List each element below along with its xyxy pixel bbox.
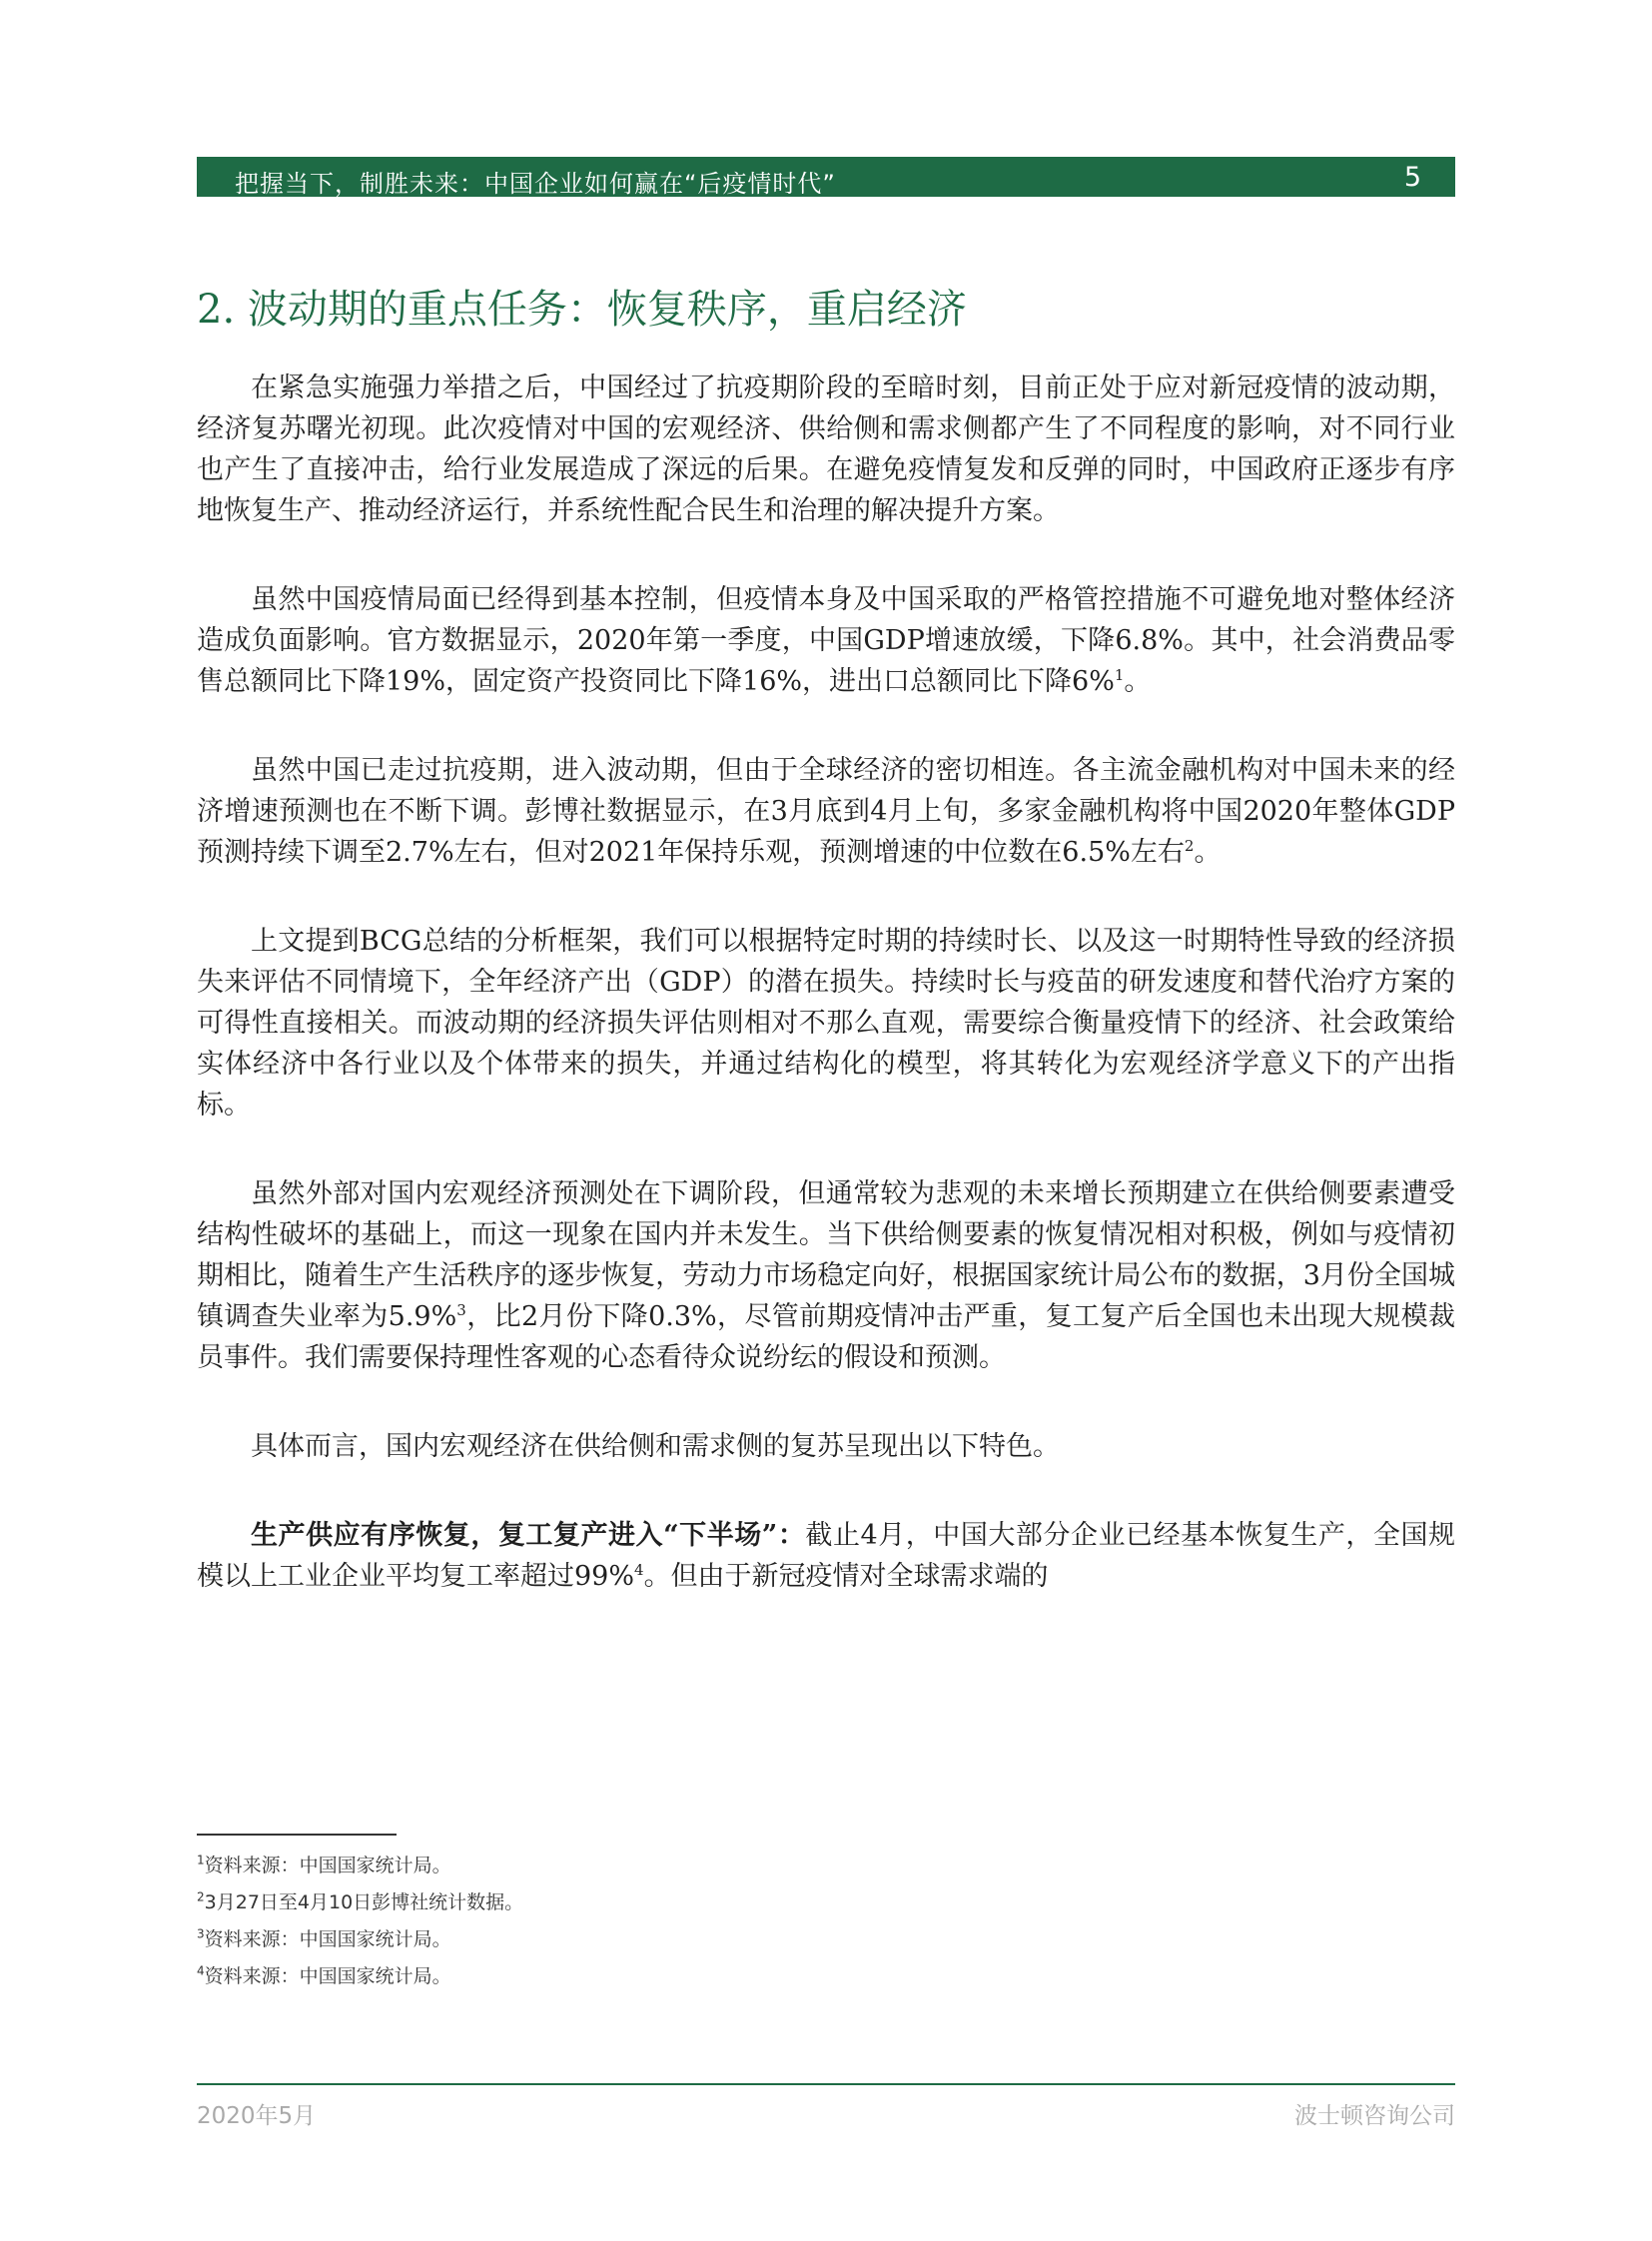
footer-date: 2020年5月 (197, 2103, 317, 2129)
document-title: 把握当下，制胜未来：中国企业如何赢在“后疫情时代” (235, 170, 836, 198)
paragraph-1: 在紧急实施强力举措之后，中国经过了抗疫期阶段的至暗时刻，目前正处于应对新冠疫情的波动期，经济复苏曙光初现。此次疫情对中国的宏观经济、供给侧和需求侧都产生了不同程度的影响，对不同行业也产生了直接冲击，给行业发展造成了深远的后果。在避免疫情复发和反弹的同时，中国政府正逐步有序地恢复生产、推动经济运行，并系统性配合民生和治理的解决提升方案。 (197, 373, 1455, 526)
paragraph-3: 虽然中国已走过抗疫期，进入波动期，但由于全球经济的密切相连。各主流金融机构对中国未来的经济增速预测也在不断下调。彭博社数据显示，在3月底到4月上旬，多家金融机构将中国2020年整体GDP预测持续下调至2.7%左右，但对2021年保持乐观，预测增速的中位数在6.5%左右$^2$。 (197, 755, 1455, 868)
footer-divider (197, 2083, 1455, 2085)
footnote: $^1$资料来源：中国国家统计局。 (197, 1853, 451, 1876)
paragraph-4: 上文提到BCG总结的分析框架，我们可以根据特定时期的持续时长、以及这一时期特性导致的经济损失来评估不同情境下，全年经济产出（GDP）的潜在损失。持续时长与疫苗的研发速度和替代治疗方案的可得性直接相关。而波动期的经济损失评估则相对不那么直观，需要综合衡量疫情下的经济、社会政策给实体经济中各行业以及个体带来的损失，并通过结构化的模型，将其转化为宏观经济学意义下的产出指标。 (197, 926, 1455, 1120)
paragraph-6: 具体而言，国内宏观经济在供给侧和需求侧的复苏呈现出以下特色。 (251, 1431, 1060, 1462)
footnote-ref-2: 2 (1184, 837, 1195, 855)
header-bar (197, 157, 1455, 197)
paragraph-lead: 生产供应有序恢复，复工复产进入“下半场”： (251, 1520, 806, 1551)
paragraph-7: 生产供应有序恢复，复工复产进入“下半场”：截止4月，中国大部分企业已经基本恢复生产，全国规模以上工业企业平均复工率超过99%$^4$。但由于新冠疫情对全球需求端的 (197, 1520, 1455, 1592)
section-heading: 2. 波动期的重点任务：恢复秩序，重启经济 (197, 287, 967, 333)
footnote: $^2$3月27日至4月10日彭博社统计数据。 (197, 1889, 524, 1913)
paragraph-5: 虽然外部对国内宏观经济预测处在下调阶段，但通常较为悲观的未来增长预期建立在供给侧要素遭受结构性破坏的基础上，而这一现象在国内并未发生。当下供给侧要素的恢复情况相对积极，例如与疫情初期相比，随着生产生活秩序的逐步恢复，劳动力市场稳定向好，根据国家统计局公布的数据，3月份全国城镇调查失业率为5.9%$^3$，比2月份下降0.3%，尽管前期疫情冲击严重，复工复产后全国也未出现大规模裁员事件。我们需要保持理性客观的心态看待众说纷纭的假设和预测。 (197, 1178, 1455, 1373)
footnote-ref-4: 4 (634, 1561, 644, 1579)
page-number: 5 (1403, 162, 1421, 193)
footnotes (197, 1848, 1455, 1995)
footnote-divider (197, 1834, 397, 1836)
paragraph-2: 虽然中国疫情局面已经得到基本控制，但疫情本身及中国采取的严格管控措施不可避免地对整体经济造成负面影响。官方数据显示，2020年第一季度，中国GDP增速放缓，下降6.8%。其中，社会消费品零售总额同比下降19%，固定资产投资同比下降16%，进出口总额同比下降6%$^1$。 (197, 584, 1455, 697)
body-text (197, 368, 1455, 1645)
footer-organization: 波士顿咨询公司 (1294, 2103, 1455, 2129)
footnote-ref-3: 3 (456, 1301, 466, 1319)
footnote: $^4$资料来源：中国国家统计局。 (197, 1963, 451, 1987)
footnote-ref-1: 1 (1114, 666, 1125, 684)
footnote: $^3$资料来源：中国国家统计局。 (197, 1926, 451, 1950)
